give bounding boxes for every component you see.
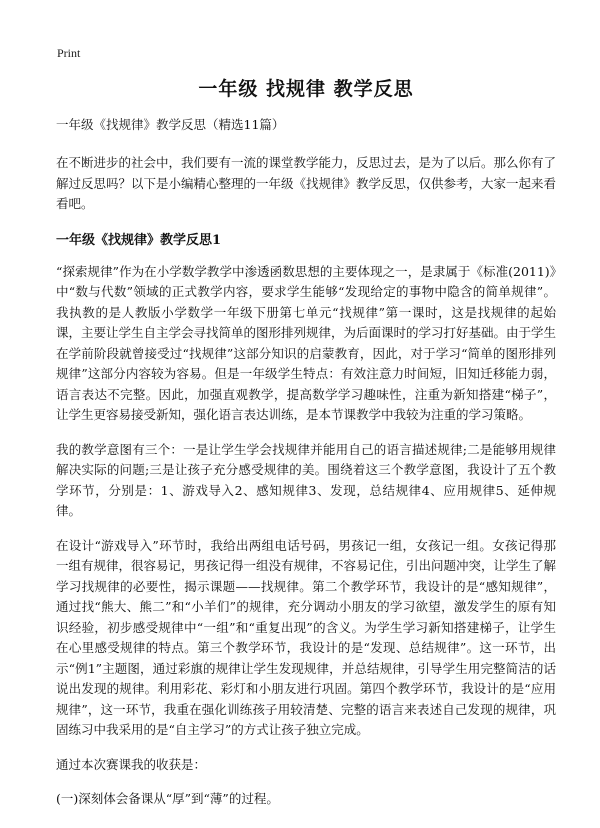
body-paragraph: (一)深刻体会备课从“厚”到“薄”的过程。 <box>56 791 279 806</box>
intro-paragraph: 在不断进步的社会中，我们要有一流的课堂教学能力，反思过去，是为了以后。那么你有了解过反思吗？以下是小编精心整理的一年级《找规律》教学反思，仅供参考，大家一起来看看吧。 <box>56 155 557 211</box>
body-paragraph: 在设计“游戏导入”环节时，我给出两组电话号码，男孩记一组，女孩记一组。女孩记得那一组有规律，很容易记，男孩记得一组没有规律，不容易记住，引出问题冲突，让学生了解学习找规律的必要性，揭示课题——找规律。第二个教学环节，我设计的是“感知规律”，通过找“熊大、熊二”和“小羊们”的规律，充分调动小朋友的学习欲望，激发学生的原有知识经验，初步感受规律中“一组”和“重复出现”的含义。为学生学习新知搭建梯子，让学生在心里感受规律的特点。第三个教学环节，我设计的是“发现、总结规律”。这一环节，出示“例1”主题图，通过彩旗的规律让学生发现规律，并总结规律，引导学生用完整简洁的话说出发现的规律。利用彩花、彩灯和小朋友进行巩固。第四个教学环节，我设计的是“应用规律”，这一环节，我重在强化训练孩子用较清楚、完整的语言来表述自己发现的规律，巩固练习中我采用的是“自主学习”的方式让孩子独立完成。 <box>56 537 557 737</box>
body-paragraph: “探索规律”作为在小学数学教学中渗透函数思想的主要体现之一，是隶属于《标准(2011)》中“数与代数”领域的正式教学内容，要求学生能够“发现给定的事物中隐含的简单规律”。我执教的是人教版小学数学一年级下册第七单元“找规律”第一课时，这是找规律的起始课，主要让学生自主学会寻找简单的图形排列规律，为后面课时的学习打好基础。由于学生在学前阶段就曾接受过“找规律”这部分知识的启蒙教育，因此，对于学习“简单的图形排列规律”这部分内容较为容易。但是一年级学生特点：有效注意力时间短，旧知迁移能力弱，语言表达不完整。因此，加强直观教学，提高数学学习趣味性，注重为新知搭建“梯子”，让学生更容易接受新知，强化语言表达训练，是本节课教学中我较为注重的学习策略。 <box>56 263 557 422</box>
body-paragraph: 通过本次赛课我的收获是： <box>56 756 207 772</box>
document-page <box>56 74 556 824</box>
body-paragraph: 我的教学意图有三个：一是让学生学会找规律并能用自己的语言描述规律;二是能够用规律解决实际的问题;三是让孩子充分感受规律的美。围绕着这三个教学意图，我设计了五个教学环节，分别是：1、游戏导入2、感知规律3、发现，总结规律4、应用规律5、延伸规律。 <box>56 441 556 518</box>
section-heading: 一年级《找规律》教学反思1 <box>56 232 222 248</box>
document-subtitle: 一年级《找规律》教学反思（精选11篇） <box>56 117 285 132</box>
page-title: 一年级 找规律 教学反思 <box>198 78 414 100</box>
print-link[interactable]: Print <box>57 46 81 60</box>
